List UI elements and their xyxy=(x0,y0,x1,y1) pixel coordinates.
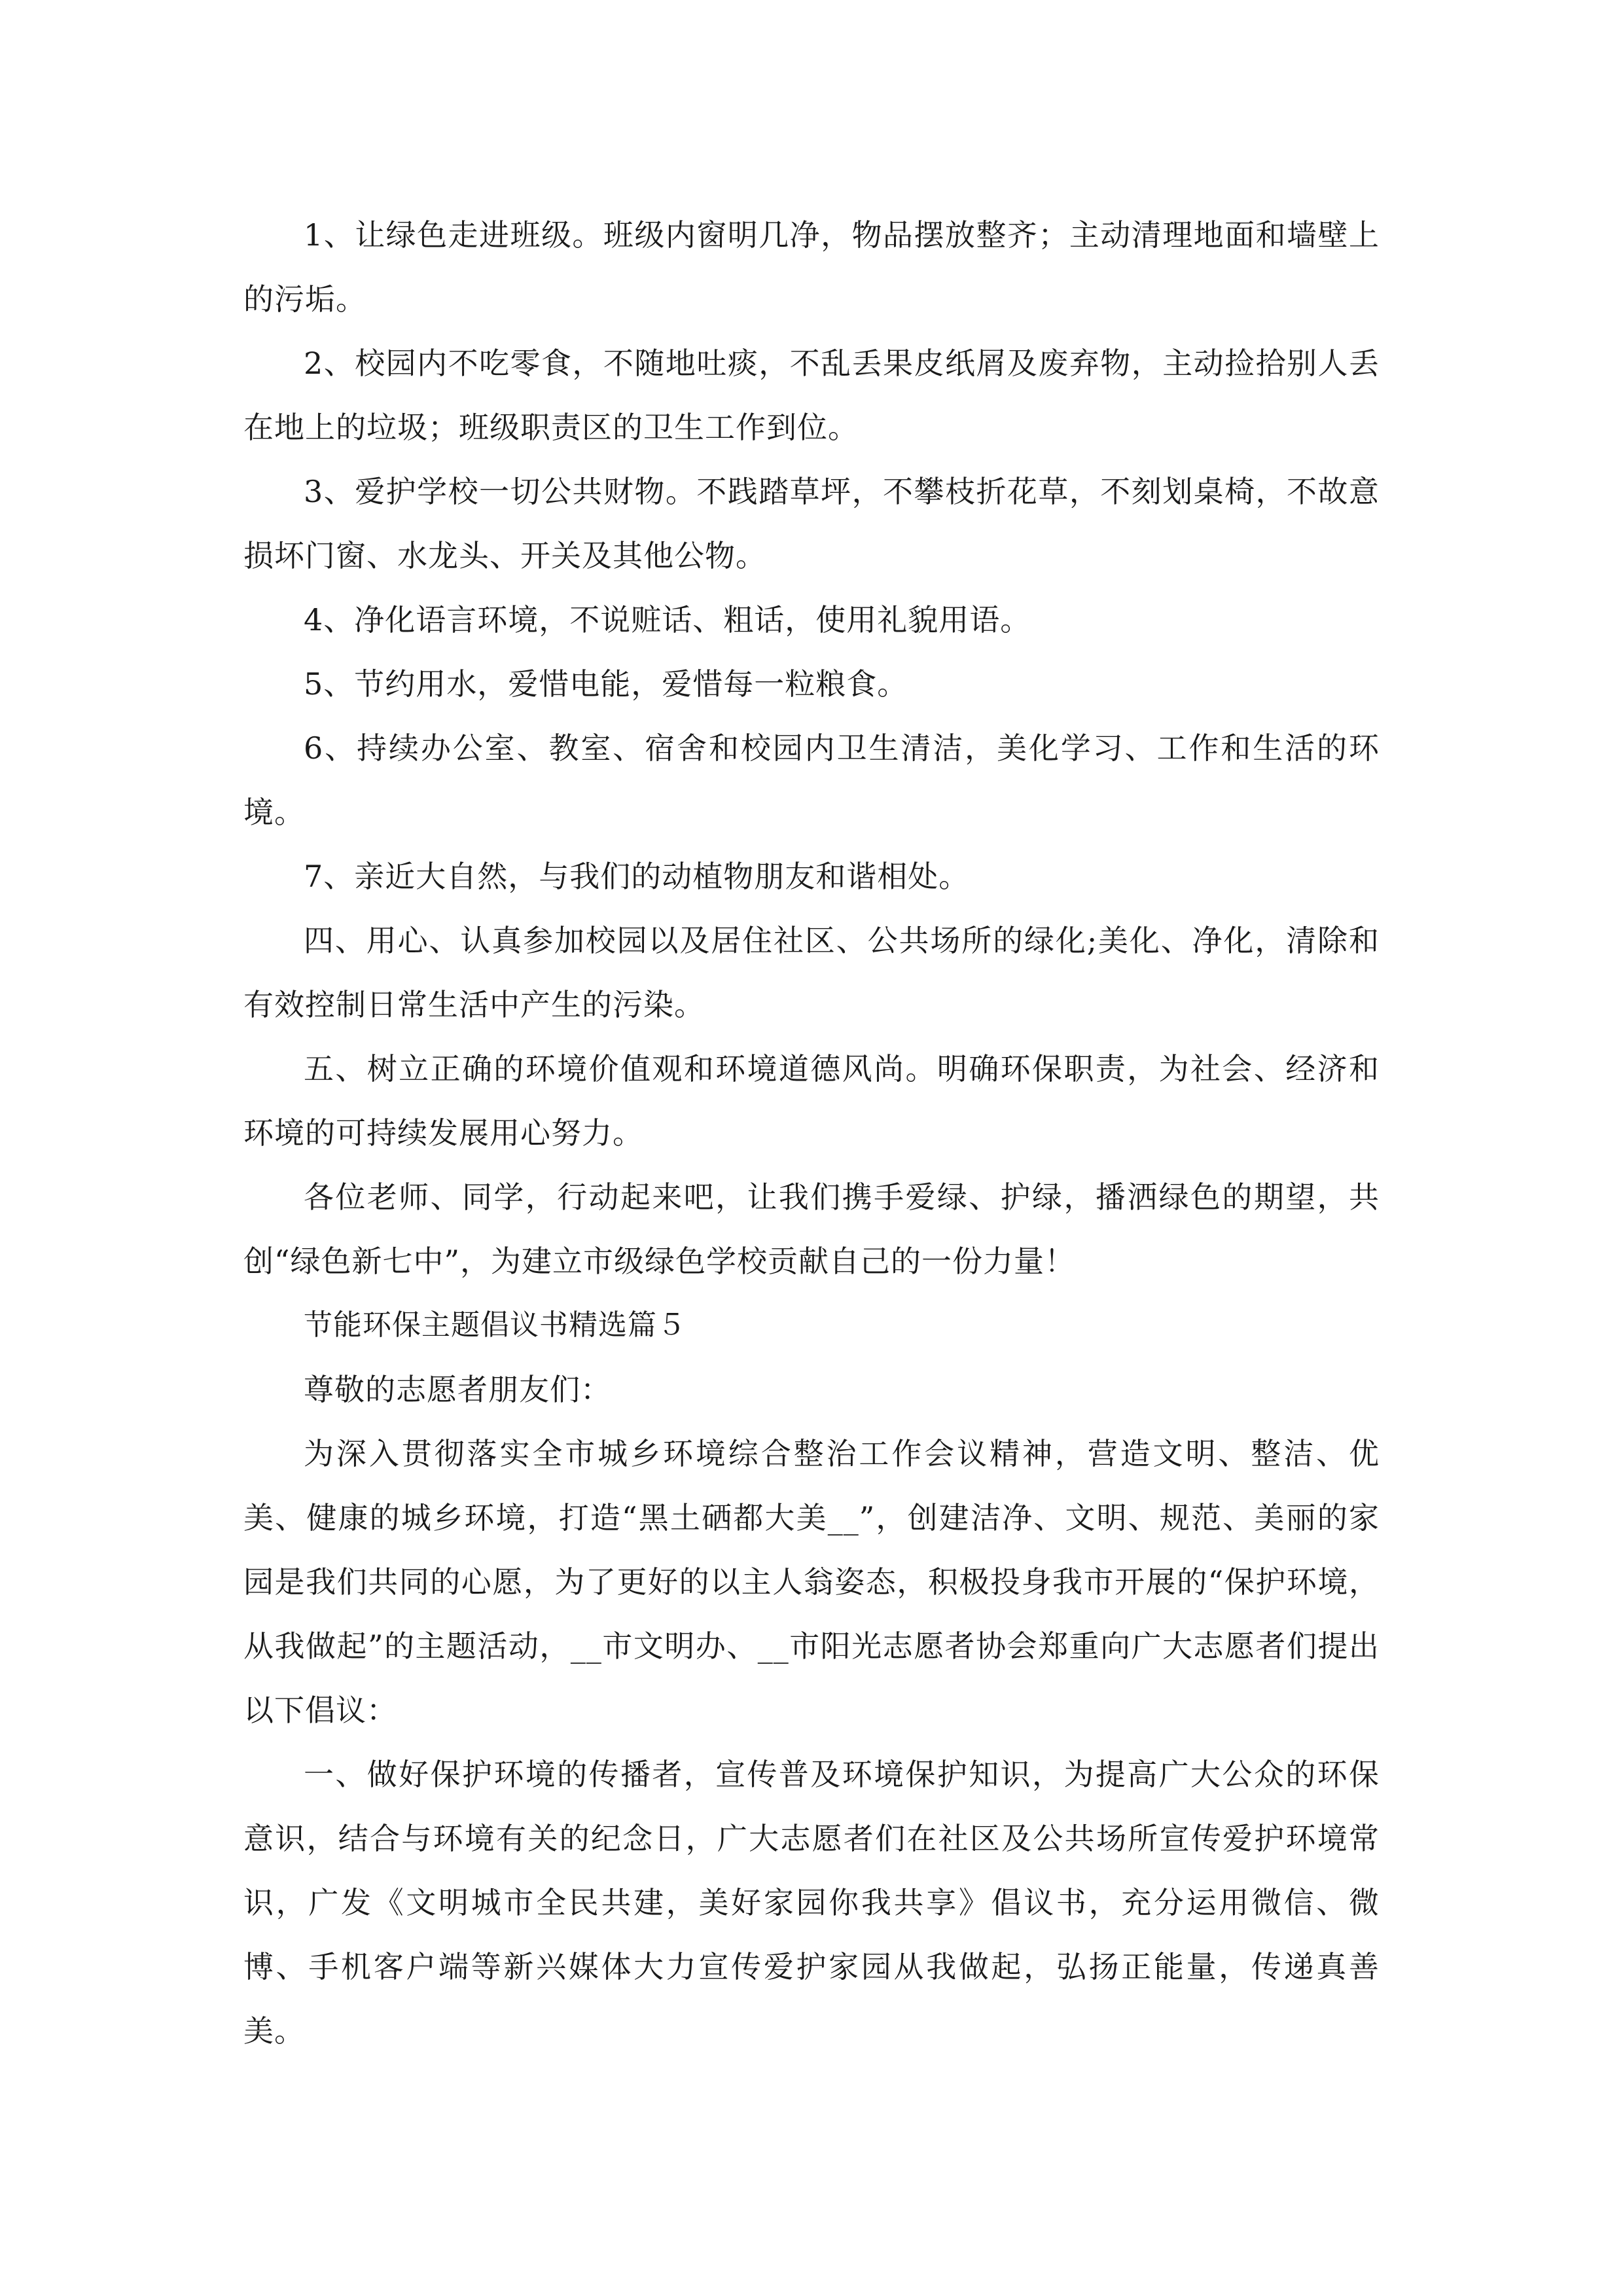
paragraph-closing: 各位老师、同学，行动起来吧，让我们携手爱绿、护绿，播洒绿色的期望，共创“绿色新七中”，为建立市级绿色学校贡献自己的一份力量！ xyxy=(243,1179,1380,1279)
paragraph-item-3: 3、爱护学校一切公共财物。不践踏草坪，不攀枝折花草，不刻划桌椅，不故意损坏门窗、水龙头、开关及其他公物。 xyxy=(243,474,1380,573)
paragraph-intro: 为深入贯彻落实全市城乡环境综合整治工作会议精神，营造文明、整洁、优美、健康的城乡环境，打造“黑土硒都大美__”，创建洁净、文明、规范、美丽的家园是我们共同的心愿，为了更好的以主人翁姿态，积极投身我市开展的“保护环境，从我做起”的主题活动，__市文明办、__市阳光志愿者协会郑重向广大志愿者们提出以下倡议： xyxy=(243,1436,1380,1728)
paragraph-item-7: 7、亲近大自然，与我们的动植物朋友和谐相处。 xyxy=(304,859,970,894)
paragraph-item-1: 1、让绿色走进班级。班级内窗明几净，物品摆放整齐；主动清理地面和墙壁上的污垢。 xyxy=(243,217,1380,317)
document-body xyxy=(243,203,1380,2063)
paragraph-item-4: 4、净化语言环境，不说赃话、粗话，使用礼貌用语。 xyxy=(304,602,1031,637)
paragraph-item-5: 5、节约用水，爱惜电能，爱惜每一粒粮食。 xyxy=(304,666,908,702)
paragraph-section-5: 五、树立正确的环境价值观和环境道德风尚。明确环保职责，为社会、经济和环境的可持续发展用心努力。 xyxy=(243,1051,1380,1151)
paragraph-item-6: 6、持续办公室、教室、宿舍和校园内卫生清洁，美化学习、工作和生活的环境。 xyxy=(243,730,1380,830)
paragraph-item-2: 2、校园内不吃零食，不随地吐痰，不乱丢果皮纸屑及废弃物，主动捡拾别人丢在地上的垃圾；班级职责区的卫生工作到位。 xyxy=(243,346,1380,445)
paragraph-proposal-1: 一、做好保护环境的传播者，宣传普及环境保护知识，为提高广大公众的环保意识，结合与环境有关的纪念日，广大志愿者们在社区及公共场所宣传爱护环境常识，广发《文明城市全民共建，美好家园你我共享》倡议书，充分运用微信、微博、手机客户端等新兴媒体大力宣传爱护家园从我做起，弘扬正能量，传递真善美。 xyxy=(243,1757,1380,2049)
salutation: 尊敬的志愿者朋友们： xyxy=(304,1372,611,1407)
paragraph-section-4: 四、用心、认真参加校园以及居住社区、公共场所的绿化;美化、净化，清除和有效控制日常生活中产生的污染。 xyxy=(243,923,1380,1022)
section-title: 节能环保主题倡议书精选篇５ xyxy=(304,1308,687,1342)
